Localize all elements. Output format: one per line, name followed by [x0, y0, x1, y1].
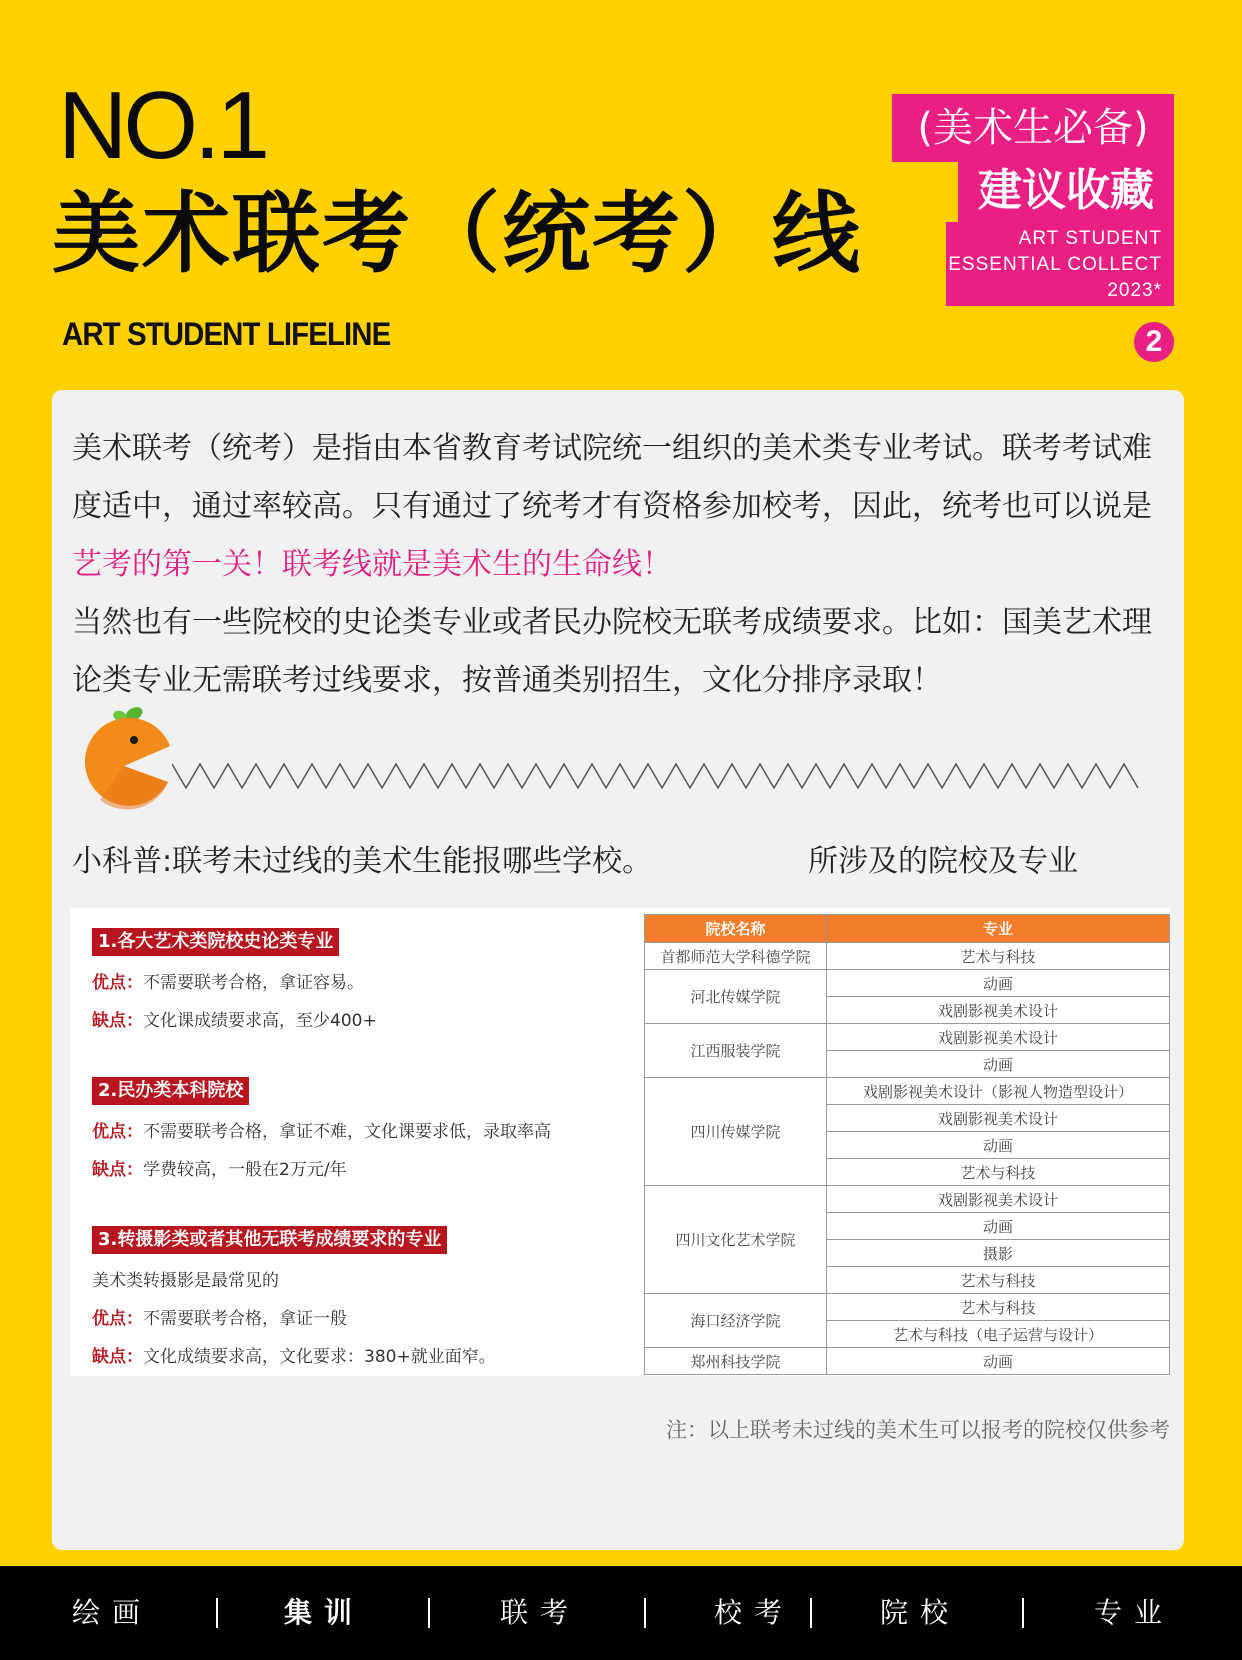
section-1-con [92, 1006, 377, 1031]
badge-tagline: (美术生必备) [892, 94, 1174, 162]
major-cell: 艺术与科技 [827, 943, 1170, 970]
schools-table [644, 914, 1170, 1375]
badge-english-line2: ESSENTIAL COLLECT [948, 254, 1162, 275]
intro-text-part1: 美术联考（统考）是指由本省教育考试院统一组织的美术类专业考试。联考考试难度适中，通过率较高。只有通过了统考才有资格参加校考，因此，统考也可以说是 [72, 431, 1152, 524]
table-row [645, 943, 1170, 970]
major-cell: 动画 [827, 1051, 1170, 1078]
major-cell: 艺术与科技（电子运营与设计） [827, 1321, 1170, 1348]
major-cell: 动画 [827, 1132, 1170, 1159]
major-cell: 艺术与科技 [827, 1159, 1170, 1186]
school-cell: 郑州科技学院 [645, 1348, 827, 1375]
badge-english [946, 222, 1174, 306]
major-cell: 戏剧影视美术设计 [827, 1186, 1170, 1213]
orange-pacman-icon [80, 700, 176, 810]
page-title: 美术联考（统考）线 [52, 182, 863, 285]
nav-item-majors[interactable]: 专业 [1094, 1596, 1175, 1629]
section-1-pro [92, 968, 364, 993]
major-cell: 戏剧影视美术设计（影视人物造型设计） [827, 1078, 1170, 1105]
nav-item-joint-exam[interactable]: 联考 [500, 1596, 581, 1629]
badge-collect: 建议收藏 [958, 160, 1174, 226]
pro-text: 不需要联考合格，拿证不难，文化课要求低，录取率高 [143, 1122, 551, 1142]
section-3-title: 3.转摄影类或者其他无联考成绩要求的专业 [92, 1226, 447, 1254]
nav-item-training[interactable]: 集训 [284, 1596, 365, 1629]
table-row [645, 1348, 1170, 1375]
con-text: 学费较高，一般在2万元/年 [143, 1160, 347, 1180]
con-text: 文化课成绩要求高，至少400+ [143, 1011, 377, 1031]
nav-divider [428, 1598, 430, 1628]
major-cell: 摄影 [827, 1240, 1170, 1267]
pro-label: 优点： [92, 1309, 143, 1329]
pro-label: 优点： [92, 1122, 143, 1142]
footer-nav [0, 1566, 1242, 1660]
badge-english-line1: ART STUDENT [1018, 228, 1162, 249]
school-cell: 海口经济学院 [645, 1294, 827, 1348]
nav-divider [644, 1598, 646, 1628]
school-cell: 河北传媒学院 [645, 970, 827, 1024]
major-cell: 动画 [827, 1348, 1170, 1375]
school-cell: 首都师范大学科德学院 [645, 943, 827, 970]
nav-divider [1022, 1598, 1024, 1628]
con-label: 缺点： [92, 1347, 143, 1367]
section-2-pro [92, 1117, 551, 1142]
page-subtitle: ART STUDENT LIFELINE [62, 316, 391, 352]
column-header-major: 专业 [827, 915, 1170, 943]
pro-text: 不需要联考合格，拿证一般 [143, 1309, 347, 1329]
section-3-con [92, 1342, 496, 1367]
intro-text-part2: 当然也有一些院校的史论类专业或者民办院校无联考成绩要求。比如：国美艺术理论类专业无需联考过线要求，按普通类别招生，文化分排序录取！ [72, 605, 1152, 698]
major-cell: 艺术与科技 [827, 1294, 1170, 1321]
page-number-badge: 2 [1134, 322, 1174, 362]
table-header-row [645, 915, 1170, 943]
school-cell: 江西服装学院 [645, 1024, 827, 1078]
nav-item-painting[interactable]: 绘画 [72, 1596, 153, 1629]
major-cell: 戏剧影视美术设计 [827, 1024, 1170, 1051]
table-row [645, 1186, 1170, 1213]
table-row [645, 1078, 1170, 1105]
table-row [645, 1024, 1170, 1051]
table-row [645, 1294, 1170, 1321]
column-header-school: 院校名称 [645, 915, 827, 943]
zigzag-divider [172, 762, 1140, 792]
major-cell: 动画 [827, 1213, 1170, 1240]
pro-label: 优点： [92, 973, 143, 993]
pro-text: 不需要联考合格，拿证容易。 [143, 973, 364, 993]
nav-item-colleges[interactable]: 院校 [880, 1596, 961, 1629]
table-row [645, 970, 1170, 997]
section-3-pro [92, 1304, 347, 1329]
school-cell: 四川文化艺术学院 [645, 1186, 827, 1294]
nav-item-school-exam[interactable]: 校考 [714, 1596, 795, 1629]
school-cell: 四川传媒学院 [645, 1078, 827, 1186]
intro-text [72, 420, 1172, 710]
intro-highlight: 艺考的第一关！联考线就是美术生的生命线！ [72, 547, 672, 582]
major-cell: 戏剧影视美术设计 [827, 997, 1170, 1024]
con-text: 文化成绩要求高，文化要求：380+就业面窄。 [143, 1347, 496, 1367]
section-3-desc: 美术类转摄影是最常见的 [92, 1271, 279, 1291]
tip-question: 小科普:联考未过线的美术生能报哪些学校。 [72, 844, 653, 879]
con-label: 缺点： [92, 1011, 143, 1031]
badge-year: 2023* [1107, 280, 1162, 301]
nav-divider [810, 1598, 812, 1628]
section-1-title: 1.各大艺术类院校史论类专业 [92, 928, 339, 956]
footnote: 注：以上联考未过线的美术生可以报考的院校仅供参考 [666, 1418, 1170, 1442]
con-label: 缺点： [92, 1160, 143, 1180]
major-cell: 艺术与科技 [827, 1267, 1170, 1294]
nav-divider [216, 1598, 218, 1628]
section-2-con [92, 1155, 347, 1180]
section-2-title: 2.民办类本科院校 [92, 1077, 249, 1105]
major-cell: 戏剧影视美术设计 [827, 1105, 1170, 1132]
tip-table-caption: 所涉及的院校及专业 [808, 844, 1078, 879]
header-number: NO.1 [58, 72, 267, 179]
major-cell: 动画 [827, 970, 1170, 997]
